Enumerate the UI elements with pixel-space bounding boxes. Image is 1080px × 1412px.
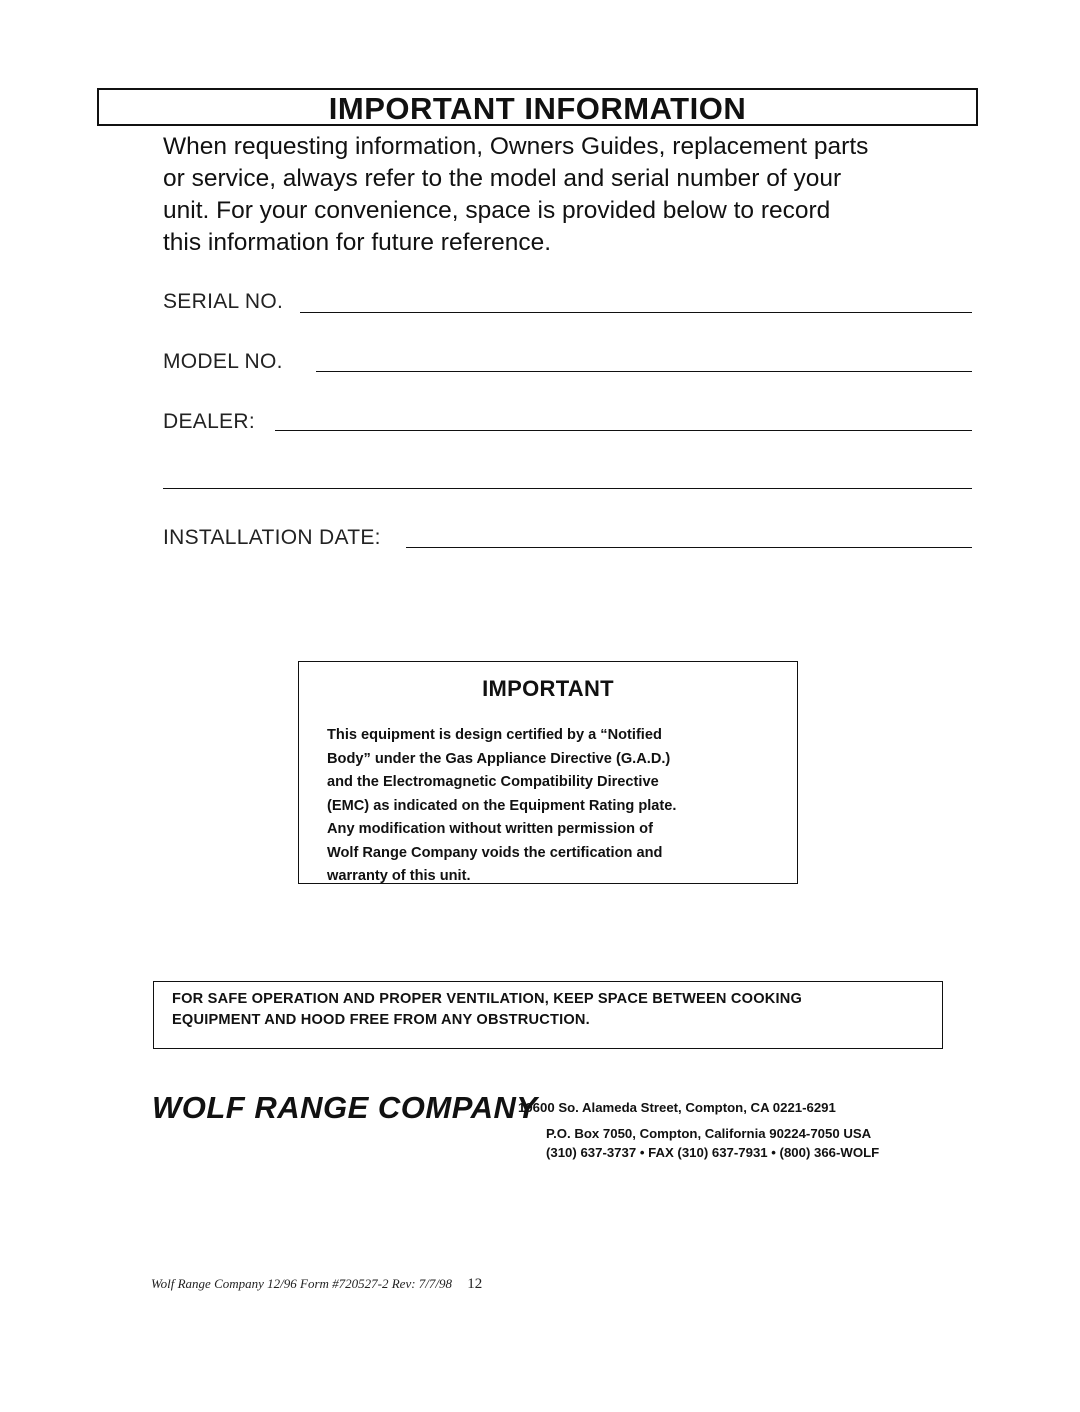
- page-number: 12: [467, 1276, 483, 1292]
- page-footer: [151, 1276, 482, 1293]
- model-no-field[interactable]: [316, 371, 972, 372]
- serial-no-field[interactable]: [300, 312, 972, 313]
- intro-line: or service, always refer to the model and serial number of your: [163, 165, 842, 192]
- model-no-label: MODEL NO.: [163, 350, 283, 373]
- important-line: Wolf Range Company voids the certification and: [327, 844, 663, 861]
- safety-line: FOR SAFE OPERATION AND PROPER VENTILATION, KEEP SPACE BETWEEN COOKING: [172, 991, 803, 1007]
- important-line: Body” under the Gas Appliance Directive (G.A.D.): [327, 750, 671, 767]
- important-line: This equipment is design certified by a “Notified: [327, 727, 662, 743]
- company-po-box: P.O. Box 7050, Compton, California 90224-7050 USA: [546, 1126, 872, 1141]
- intro-line: this information for future reference.: [163, 229, 552, 256]
- safety-notice-text: [172, 989, 932, 1031]
- important-line: (EMC) as indicated on the Equipment Rating plate.: [327, 797, 677, 814]
- important-line: Any modification without written permission of: [327, 821, 653, 837]
- important-line: warranty of this unit.: [327, 868, 471, 884]
- important-line: and the Electromagnetic Compatibility Directive: [327, 774, 659, 790]
- company-street-address: 19600 So. Alameda Street, Compton, CA 0221-6291: [518, 1100, 836, 1115]
- important-body: [327, 724, 797, 889]
- page-title: IMPORTANT INFORMATION: [328, 91, 747, 126]
- intro-paragraph: [163, 131, 973, 259]
- header-box: [97, 88, 978, 126]
- important-title: IMPORTANT: [482, 676, 614, 701]
- serial-no-label: SERIAL NO.: [163, 290, 284, 313]
- dealer-field-line-2[interactable]: [163, 488, 972, 489]
- dealer-field[interactable]: [275, 430, 972, 431]
- company-name: WOLF RANGE COMPANY: [152, 1090, 538, 1125]
- footer-form-info: Wolf Range Company 12/96 Form #720527-2 Rev: 7/7/98: [151, 1276, 453, 1291]
- intro-line: When requesting information, Owners Guides, replacement parts: [163, 133, 869, 160]
- safety-line: EQUIPMENT AND HOOD FREE FROM ANY OBSTRUCTION.: [172, 1012, 590, 1028]
- installation-date-label: INSTALLATION DATE:: [163, 526, 381, 549]
- installation-date-field[interactable]: [406, 547, 972, 548]
- company-phone-numbers: (310) 637-3737 • FAX (310) 637-7931 • (800) 366-WOLF: [546, 1145, 880, 1160]
- safety-notice-box: [153, 981, 943, 1049]
- intro-line: unit. For your convenience, space is provided below to record: [163, 197, 831, 224]
- dealer-label: DEALER:: [163, 410, 255, 433]
- important-notice-box: [298, 661, 798, 884]
